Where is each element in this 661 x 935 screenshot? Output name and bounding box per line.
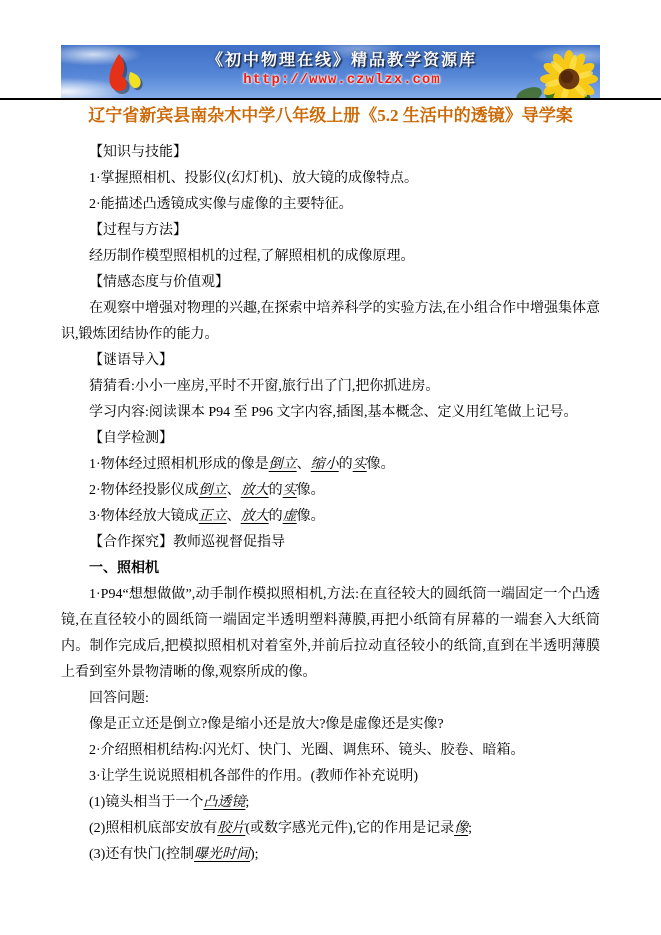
text-run: 像。 bbox=[366, 457, 395, 472]
blank-answer: 实 bbox=[352, 457, 367, 472]
site-url-link[interactable]: http://www.czwlzx.com bbox=[243, 72, 441, 88]
text-run: 像。 bbox=[296, 483, 325, 498]
text-run: 1·物体经过照相机形成的像是 bbox=[89, 457, 269, 472]
paragraph bbox=[61, 140, 600, 166]
text-run: 【自学检测】 bbox=[89, 431, 173, 446]
blank-answer: 倒立 bbox=[268, 457, 297, 472]
text-run: 1·P94“想想做做”,动手制作模拟照相机,方法:在直径较大的圆纸筒一端固定一个凸透镜,在直径较小的圆纸筒一端固定半透明塑料薄膜,再把小纸筒有屏幕的一端套入大纸筒内。制作完成后,把模拟照相机对着室外,并前后拉动直径较小的纸筒,直到在半透明薄膜上看到室外景物清晰的像,观察所成的像。 bbox=[61, 587, 600, 680]
blank-answer: 凸透镜 bbox=[203, 795, 246, 810]
paragraph bbox=[61, 244, 600, 270]
text-run: 学习内容:阅读课本 P94 至 P96 文字内容,插图,基本概念、定义用红笔做上记号。 bbox=[89, 405, 578, 420]
text-run: 3·物体经放大镜成 bbox=[89, 509, 199, 524]
blank-answer: 虚 bbox=[282, 509, 297, 524]
paragraph bbox=[61, 478, 600, 504]
text-run: 、 bbox=[226, 483, 241, 498]
paragraph bbox=[61, 270, 600, 296]
paragraph bbox=[61, 192, 600, 218]
paragraph bbox=[61, 582, 600, 686]
paragraph bbox=[61, 348, 600, 374]
paragraph bbox=[61, 426, 600, 452]
text-run: 在观察中增强对物理的兴趣,在探索中培养科学的实验方法,在小组合作中增强集体意识,锻炼团结协作的能力。 bbox=[61, 301, 600, 342]
blank-answer: 正立 bbox=[198, 509, 227, 524]
blank-answer: 实 bbox=[282, 483, 297, 498]
paragraph bbox=[61, 556, 600, 582]
text-run: ; bbox=[468, 821, 473, 836]
paragraph bbox=[61, 764, 600, 790]
paragraph bbox=[61, 790, 600, 816]
text-run: 2·物体经投影仪成 bbox=[89, 483, 199, 498]
paragraph bbox=[61, 400, 600, 426]
text-run: 猜猜看:小小一座房,平时不开窗,旅行出了门,把你抓进房。 bbox=[89, 379, 440, 394]
flame-logo-icon bbox=[99, 48, 147, 96]
text-run: 、 bbox=[226, 509, 241, 524]
text-run: 【知识与技能】 bbox=[89, 145, 187, 160]
text-run: 像。 bbox=[296, 509, 325, 524]
horizontal-divider bbox=[0, 98, 661, 100]
paragraph bbox=[61, 842, 600, 868]
page-title: 辽宁省新宾县南杂木中学八年级上册《5.2 生活中的透镜》导学案 bbox=[88, 106, 573, 125]
text-run: 的 bbox=[268, 509, 283, 524]
blank-answer: 像 bbox=[454, 821, 469, 836]
text-run: ; bbox=[245, 795, 250, 810]
text-run: 像是正立还是倒立?像是缩小还是放大?像是虚像还是实像? bbox=[89, 717, 444, 732]
paragraph bbox=[61, 816, 600, 842]
text-run: 一、照相机 bbox=[89, 561, 159, 576]
text-run: 2·能描述凸透镜成实像与虚像的主要特征。 bbox=[89, 197, 353, 212]
text-run: 【合作探究】教师巡视督促指导 bbox=[89, 535, 285, 550]
blank-answer: 曝光时间 bbox=[194, 847, 250, 862]
paragraph bbox=[61, 738, 600, 764]
text-run: 3·让学生说说照相机各部件的作用。(教师作补充说明) bbox=[89, 769, 418, 784]
site-banner bbox=[61, 45, 600, 98]
sunflower-icon bbox=[538, 48, 600, 98]
text-run: 【过程与方法】 bbox=[89, 223, 187, 238]
blank-answer: 倒立 bbox=[198, 483, 227, 498]
blank-answer: 胶片 bbox=[217, 821, 246, 836]
paragraph bbox=[61, 686, 600, 712]
text-run: 1·掌握照相机、投影仪(幻灯机)、放大镜的成像特点。 bbox=[89, 171, 418, 186]
text-run: 经历制作模型照相机的过程,了解照相机的成像原理。 bbox=[89, 249, 415, 264]
paragraph bbox=[61, 218, 600, 244]
text-run: 、 bbox=[296, 457, 311, 472]
paragraph bbox=[61, 296, 600, 348]
paragraph bbox=[61, 530, 600, 556]
paragraph bbox=[61, 374, 600, 400]
paragraph bbox=[61, 504, 600, 530]
blank-answer: 缩小 bbox=[310, 457, 339, 472]
text-run: 【谜语导入】 bbox=[89, 353, 173, 368]
text-run: (1)镜头相当于一个 bbox=[89, 795, 204, 810]
paragraph bbox=[61, 452, 600, 478]
site-title: 《初中物理在线》精品教学资源库 bbox=[206, 52, 477, 69]
banner-text-block bbox=[157, 47, 527, 88]
text-run: 回答问题: bbox=[89, 691, 149, 706]
text-run: 的 bbox=[338, 457, 353, 472]
document-body bbox=[61, 140, 600, 868]
text-run: (3)还有快门(控制 bbox=[89, 847, 194, 862]
blank-answer: 放大 bbox=[240, 509, 269, 524]
text-run: (或数字感光元件),它的作用是记录 bbox=[245, 821, 455, 836]
paragraph bbox=[61, 712, 600, 738]
text-run: ); bbox=[250, 847, 259, 862]
blank-answer: 放大 bbox=[240, 483, 269, 498]
text-run: 2·介绍照相机结构:闪光灯、快门、光圈、调焦环、镜头、胶卷、暗箱。 bbox=[89, 743, 525, 758]
paragraph bbox=[61, 166, 600, 192]
text-run: 的 bbox=[268, 483, 283, 498]
text-run: (2)照相机底部安放有 bbox=[89, 821, 218, 836]
text-run: 【情感态度与价值观】 bbox=[89, 275, 229, 290]
